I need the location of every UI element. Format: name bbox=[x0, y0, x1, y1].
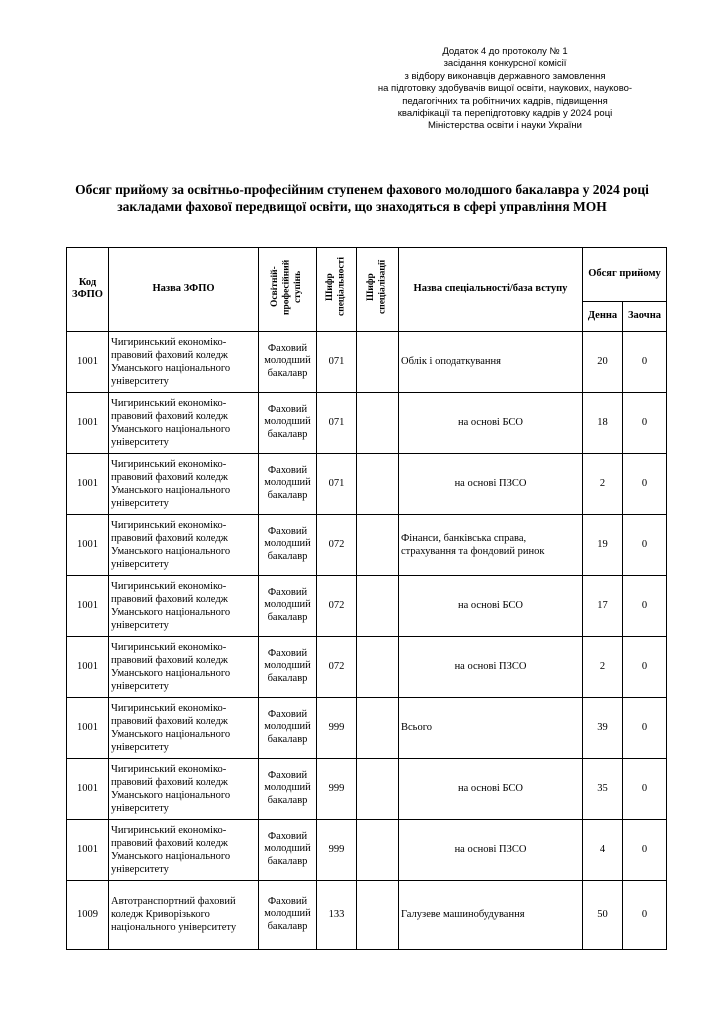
col-header-degree-label: Освітній-професійний ступінь bbox=[270, 259, 304, 315]
cell-part-time: 0 bbox=[623, 819, 667, 880]
cell-specialty: Всього bbox=[399, 697, 583, 758]
cell-part-time: 0 bbox=[623, 697, 667, 758]
annex-note-line: з відбору виконавців державного замовлення bbox=[404, 70, 606, 82]
cell-part-time: 0 bbox=[623, 331, 667, 392]
cell-code: 1001 bbox=[67, 636, 109, 697]
cell-degree: Фаховий молодший бакалавр bbox=[259, 819, 317, 880]
cell-code: 1001 bbox=[67, 819, 109, 880]
cell-specialization-code bbox=[357, 636, 399, 697]
cell-institution: Чигиринський економіко-правовий фаховий коледж Уманського національного університету bbox=[109, 392, 259, 453]
cell-institution: Чигиринський економіко-правовий фаховий коледж Уманського національного університету bbox=[109, 636, 259, 697]
cell-code: 1001 bbox=[67, 575, 109, 636]
cell-full-time: 17 bbox=[583, 575, 623, 636]
cell-specialty: Фінанси, банківська справа, страхування та фондовий ринок bbox=[399, 514, 583, 575]
cell-specialty: на основі ПЗСО bbox=[399, 453, 583, 514]
cell-code: 1001 bbox=[67, 392, 109, 453]
cell-code: 1001 bbox=[67, 331, 109, 392]
cell-part-time: 0 bbox=[623, 392, 667, 453]
cell-specialty: на основі БСО bbox=[399, 758, 583, 819]
cell-specialization-code bbox=[357, 758, 399, 819]
col-header-volume: Обсяг прийому bbox=[583, 248, 667, 302]
cell-institution: Чигиринський економіко-правовий фаховий коледж Уманського національного університету bbox=[109, 575, 259, 636]
cell-specialty: Облік і оподаткування bbox=[399, 331, 583, 392]
cell-spec-code: 999 bbox=[317, 697, 357, 758]
cell-institution: Чигиринський економіко-правовий фаховий коледж Уманського національного університету bbox=[109, 331, 259, 392]
cell-specialization-code bbox=[357, 453, 399, 514]
col-header-specialization-code bbox=[357, 248, 399, 332]
table-row bbox=[67, 697, 667, 758]
cell-institution: Чигиринський економіко-правовий фаховий коледж Уманського національного університету bbox=[109, 453, 259, 514]
annex-note-line: засідання конкурсної комісії bbox=[443, 58, 567, 70]
annex-note-line: на підготовку здобувачів вищої освіти, наукових, науково- bbox=[377, 83, 633, 95]
document-title-line: Обсяг прийому за освітньо-професійним ступенем фахового молодшого бакалавра у 2024 році bbox=[75, 182, 649, 197]
annex-note-line: Міністерства освіти і науки України bbox=[428, 120, 582, 132]
cell-degree: Фаховий молодший бакалавр bbox=[259, 758, 317, 819]
col-header-specialization-code-label: Шифр спеціалізації bbox=[366, 259, 388, 315]
cell-specialty: на основі ПЗСО bbox=[399, 819, 583, 880]
cell-part-time: 0 bbox=[623, 636, 667, 697]
col-header-spec-code bbox=[317, 248, 357, 332]
cell-institution: Чигиринський економіко-правовий фаховий коледж Уманського національного університету bbox=[109, 514, 259, 575]
cell-full-time: 20 bbox=[583, 331, 623, 392]
cell-spec-code: 999 bbox=[317, 758, 357, 819]
cell-specialty: на основі БСО bbox=[399, 575, 583, 636]
cell-institution: Чигиринський економіко-правовий фаховий коледж Уманського національного університету bbox=[109, 758, 259, 819]
cell-degree: Фаховий молодший бакалавр bbox=[259, 575, 317, 636]
cell-institution: Чигиринський економіко-правовий фаховий коледж Уманського національного університету bbox=[109, 697, 259, 758]
cell-specialization-code bbox=[357, 880, 399, 949]
cell-specialization-code bbox=[357, 819, 399, 880]
cell-degree: Фаховий молодший бакалавр bbox=[259, 392, 317, 453]
cell-full-time: 19 bbox=[583, 514, 623, 575]
annex-note bbox=[340, 46, 670, 133]
document-title bbox=[40, 181, 684, 215]
enrollment-table bbox=[66, 247, 667, 950]
table-row bbox=[67, 819, 667, 880]
annex-note-line: кваліфікації та перепідготовку кадрів у 2024 році bbox=[397, 108, 613, 120]
cell-part-time: 0 bbox=[623, 453, 667, 514]
cell-institution: Автотранспортний фаховий коледж Криворізького національного університету bbox=[109, 880, 259, 949]
cell-degree: Фаховий молодший бакалавр bbox=[259, 880, 317, 949]
cell-code: 1009 bbox=[67, 880, 109, 949]
cell-specialization-code bbox=[357, 697, 399, 758]
document-title-line: закладами фахової передвищої освіти, що знаходяться в сфері управління МОН bbox=[117, 199, 607, 214]
table-row bbox=[67, 758, 667, 819]
cell-spec-code: 999 bbox=[317, 819, 357, 880]
cell-degree: Фаховий молодший бакалавр bbox=[259, 331, 317, 392]
annex-note-line: педагогічних та робітничих кадрів, підвищення bbox=[402, 95, 608, 107]
cell-specialty: на основі БСО bbox=[399, 392, 583, 453]
cell-specialization-code bbox=[357, 331, 399, 392]
cell-specialization-code bbox=[357, 392, 399, 453]
cell-spec-code: 071 bbox=[317, 392, 357, 453]
cell-full-time: 4 bbox=[583, 819, 623, 880]
cell-part-time: 0 bbox=[623, 880, 667, 949]
cell-spec-code: 133 bbox=[317, 880, 357, 949]
cell-full-time: 18 bbox=[583, 392, 623, 453]
cell-specialty: на основі ПЗСО bbox=[399, 636, 583, 697]
col-header-code: Код ЗФПО bbox=[67, 248, 109, 332]
annex-note-line: Додаток 4 до протоколу № 1 bbox=[442, 46, 568, 57]
cell-degree: Фаховий молодший бакалавр bbox=[259, 697, 317, 758]
cell-spec-code: 072 bbox=[317, 514, 357, 575]
col-header-spec-code-label: Шифр спеціальності bbox=[325, 257, 347, 317]
cell-part-time: 0 bbox=[623, 758, 667, 819]
cell-part-time: 0 bbox=[623, 575, 667, 636]
cell-full-time: 39 bbox=[583, 697, 623, 758]
cell-degree: Фаховий молодший бакалавр bbox=[259, 453, 317, 514]
cell-institution: Чигиринський економіко-правовий фаховий коледж Уманського національного університету bbox=[109, 819, 259, 880]
cell-code: 1001 bbox=[67, 697, 109, 758]
cell-spec-code: 072 bbox=[317, 575, 357, 636]
col-header-name: Назва ЗФПО bbox=[109, 248, 259, 332]
cell-full-time: 50 bbox=[583, 880, 623, 949]
cell-spec-code: 071 bbox=[317, 453, 357, 514]
cell-full-time: 2 bbox=[583, 636, 623, 697]
table-row bbox=[67, 880, 667, 949]
cell-degree: Фаховий молодший бакалавр bbox=[259, 636, 317, 697]
cell-degree: Фаховий молодший бакалавр bbox=[259, 514, 317, 575]
col-header-full-time: Денна bbox=[583, 301, 623, 331]
cell-code: 1001 bbox=[67, 453, 109, 514]
cell-specialty: Галузеве машинобудування bbox=[399, 880, 583, 949]
col-header-part-time: Заочна bbox=[623, 301, 667, 331]
cell-specialization-code bbox=[357, 575, 399, 636]
table-row bbox=[67, 514, 667, 575]
table-row bbox=[67, 636, 667, 697]
cell-full-time: 2 bbox=[583, 453, 623, 514]
table-row bbox=[67, 392, 667, 453]
cell-part-time: 0 bbox=[623, 514, 667, 575]
col-header-specialty: Назва спеціальності/база вступу bbox=[399, 248, 583, 332]
table-row bbox=[67, 575, 667, 636]
table-row bbox=[67, 331, 667, 392]
cell-spec-code: 072 bbox=[317, 636, 357, 697]
cell-code: 1001 bbox=[67, 758, 109, 819]
cell-full-time: 35 bbox=[583, 758, 623, 819]
col-header-degree bbox=[259, 248, 317, 332]
table-row bbox=[67, 453, 667, 514]
cell-code: 1001 bbox=[67, 514, 109, 575]
cell-spec-code: 071 bbox=[317, 331, 357, 392]
cell-specialization-code bbox=[357, 514, 399, 575]
